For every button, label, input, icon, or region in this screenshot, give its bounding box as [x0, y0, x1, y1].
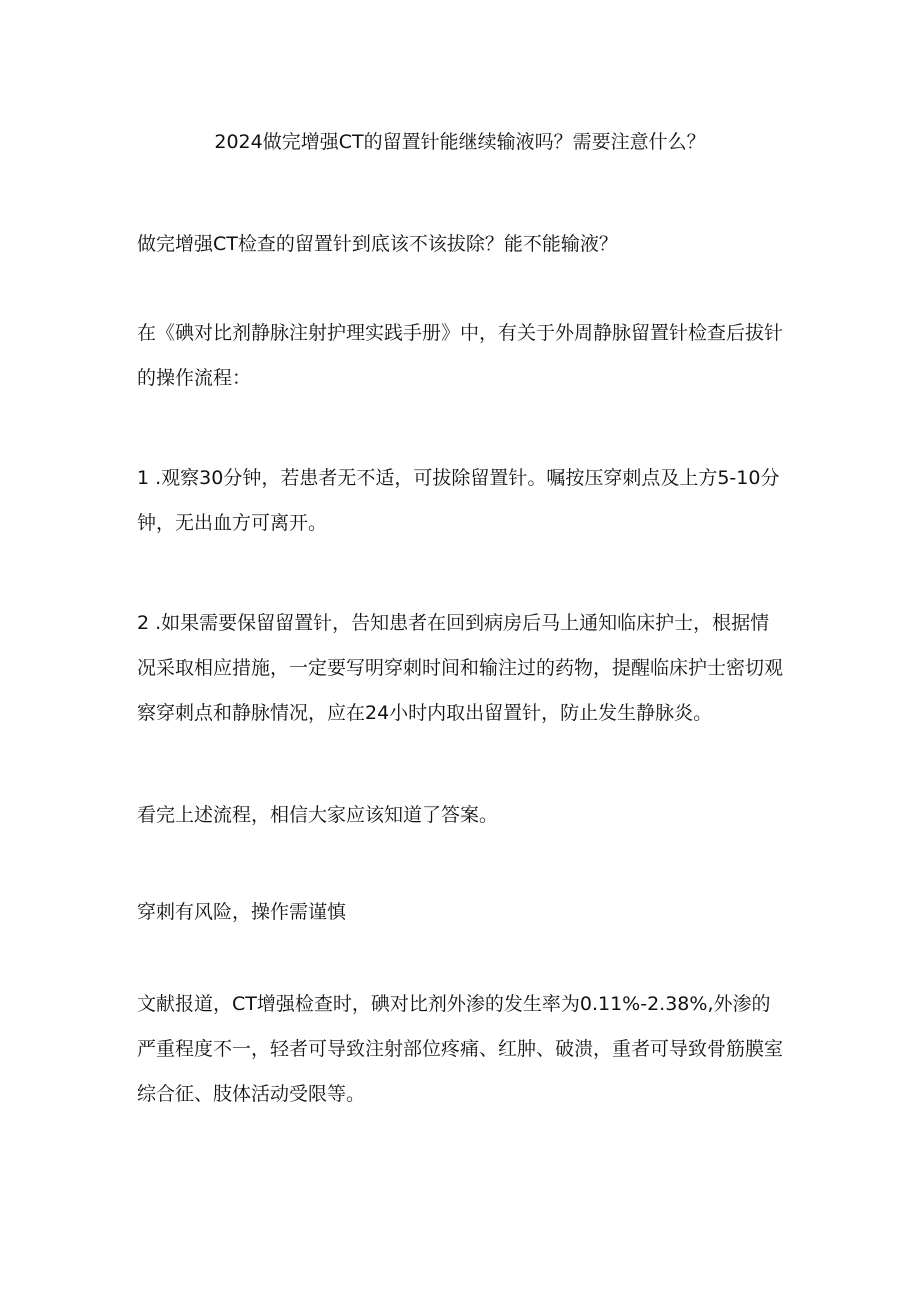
paragraph-conclusion: 看完上述流程，相信大家应该知道了答案。 [137, 804, 499, 826]
paragraph-step-2: 2 .如果需要保留留置针，告知患者在回到病房后马上通知临床护士，根据情况采取相应措施，一定要写明穿刺时间和输注过的药物，提醒临床护士密切观察穿刺点和静脉情况，应在24小时内取出留置针，防止发生静脉炎。 [137, 612, 784, 724]
document-title: 2024做完增强CT的留置针能继续输液吗？需要注意什么？ [214, 131, 706, 153]
paragraph-intro-question: 做完增强CT检查的留置针到底该不该拔除？能不能输液？ [137, 233, 618, 255]
paragraph-literature-report: 文献报道，CT增强检查时，碘对比剂外渗的发生率为0.11%-2.38%,外渗的严重程度不一，轻者可导致注射部位疼痛、红肿、破溃，重者可导致骨筋膜室综合征、肢体活动受限等。 [137, 993, 784, 1105]
paragraph-step-1: 1 .观察30分钟，若患者无不适，可拔除留置针。嘱按压穿刺点及上方5-10分钟，无出血方可离开。 [137, 467, 780, 534]
paragraph-manual-reference: 在《碘对比剂静脉注射护理实践手册》中，有关于外周静脉留置针检查后拔针的操作流程： [137, 322, 784, 389]
section-heading-risk: 穿刺有风险，操作需谨慎 [137, 901, 347, 923]
